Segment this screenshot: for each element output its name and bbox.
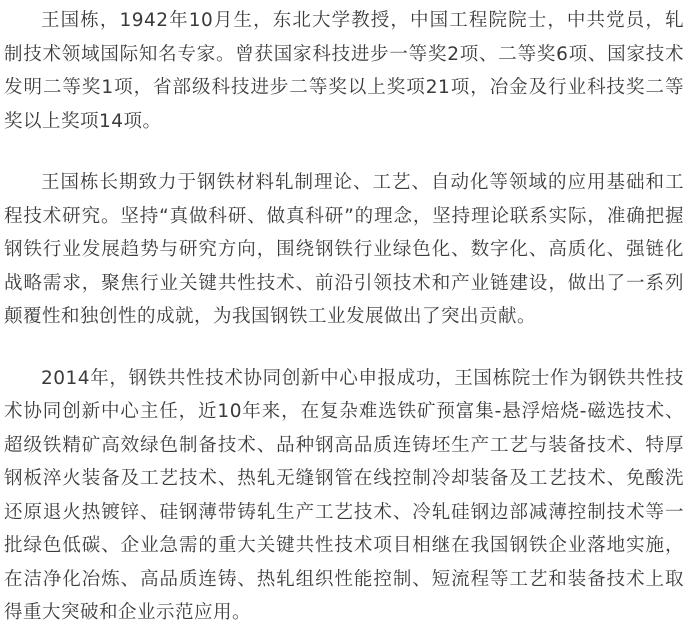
paragraph-innovation-center: 2014年，钢铁共性技术协同创新中心申报成功，王国栋院士作为钢铁共性技术协同创新中心主任，近10年来，在复杂难选铁矿预富集-悬浮焙烧-磁选技术、超级铁精矿高效绿色制备技术、品种钢高品质连铸坯生产工艺与装备技术、特厚钢板淬火装备及工艺技术、热轧无缝钢管在线控制冷却装备及工艺技术、免酸洗还原退火热镀锌、硅钢薄带铸轧生产工艺技术、冷轧硅钢边部减薄控制技术等一批绿色低碳、企业急需的重大关键共性技术项目相继在我国钢铁企业落地实施，在洁净化冶炼、高品质连铸、热轧组织性能控制、短流程等工艺和装备技术上取得重大突破和企业示范应用。 xyxy=(4,367,684,623)
paragraph-biography: 王国栋，1942年10月生，东北大学教授，中国工程院院士，中共党员，轧制技术领域国际知名专家。曾获国家科技进步一等奖2项、二等奖6项、国家技术发明二等奖1项，省部级科技进步二等奖以上奖项21项，冶金及行业科技奖二等奖以上奖项14项。 xyxy=(4,10,684,132)
paragraph-research: 王国栋长期致力于钢铁材料轧制理论、工艺、自动化等领域的应用基础和工程技术研究。坚持“真做科研、做真科研”的理念，坚持理论联系实际，准确把握钢铁行业发展趋势与研究方向，围绕钢铁行业绿色化、数字化、高质化、强链化战略需求，聚焦行业关键共性技术、前沿引领技术和产业链建设，做出了一系列颠覆性和独创性的成就，为我国钢铁工业发展做出了突出贡献。 xyxy=(4,172,684,327)
